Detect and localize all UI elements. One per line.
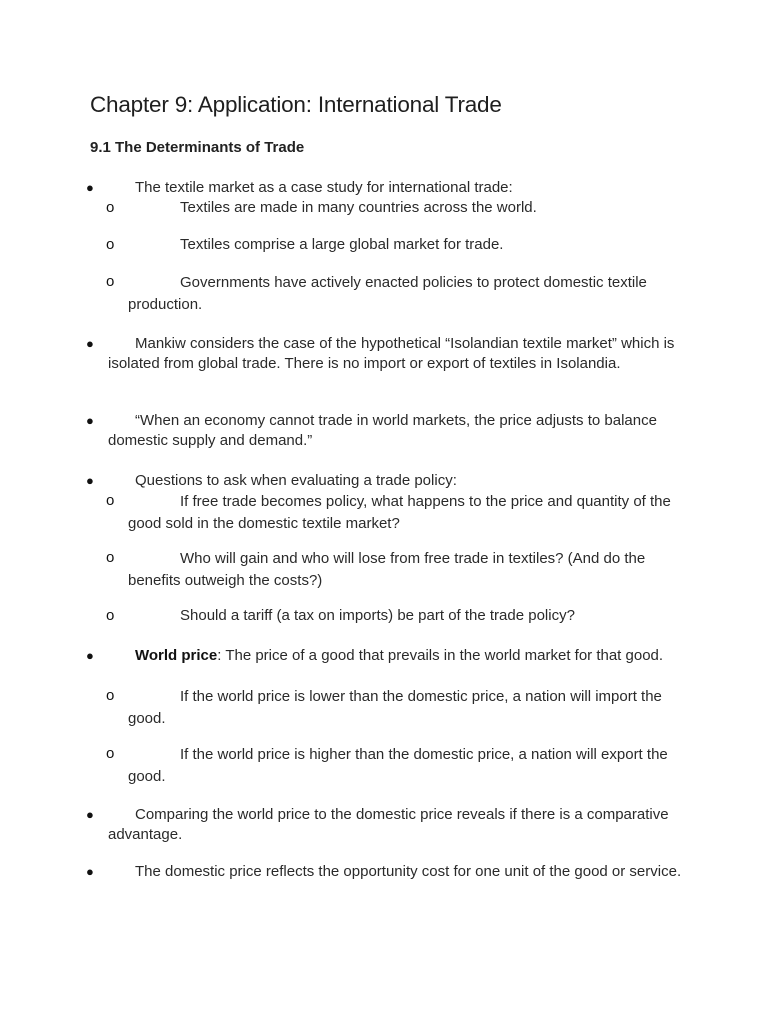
- section-heading: 9.1 The Determinants of Trade: [90, 139, 305, 156]
- sub-bullet-item-textiles-made: [106, 198, 688, 218]
- bullet-icon: ●: [86, 864, 94, 879]
- bullet-icon: ●: [86, 807, 94, 822]
- bullet-text: “When an economy cannot trade in world markets, the price adjusts to balance domestic supply and demand.”: [108, 412, 657, 449]
- sub-bullet-icon: o: [106, 199, 115, 216]
- bullet-item-mankiw: [86, 334, 688, 374]
- bullet-item-world-price: [86, 646, 688, 666]
- bullet-item-textile-case: [86, 178, 688, 198]
- bullet-item-domestic-price: [86, 862, 688, 882]
- sub-bullet-icon: o: [106, 236, 115, 253]
- world-price-definition: : The price of a good that prevails in the world market for that good.: [217, 647, 664, 664]
- bullet-text: The textile market as a case study for international trade:: [135, 179, 513, 196]
- sub-bullet-text: If the world price is lower than the domestic price, a nation will import the good.: [128, 688, 662, 727]
- sub-bullet-text: Governments have actively enacted policies to protect domestic textile production.: [128, 274, 647, 313]
- sub-bullet-icon: o: [106, 607, 115, 624]
- sub-bullet-text: Should a tariff (a tax on imports) be part of the trade policy?: [180, 607, 575, 624]
- bullet-item-quote: [86, 411, 688, 451]
- sub-bullet-item-textiles-market: [106, 235, 688, 255]
- bullet-text: Comparing the world price to the domestic price reveals if there is a comparative advantage.: [108, 806, 669, 843]
- bullet-text: The domestic price reflects the opportunity cost for one unit of the good or service.: [135, 863, 682, 880]
- sub-bullet-icon: o: [106, 273, 115, 290]
- sub-bullet-item-tariff: [106, 606, 688, 626]
- bullet-icon: ●: [86, 648, 94, 663]
- sub-bullet-text: Who will gain and who will lose from free trade in textiles? (And do the benefits outweigh the costs?): [128, 550, 646, 589]
- sub-bullet-text: If the world price is higher than the domestic price, a nation will export the good.: [128, 746, 668, 785]
- sub-bullet-icon: o: [106, 687, 115, 704]
- sub-bullet-item-wp-higher: [106, 744, 688, 788]
- bullet-item-comparing: [86, 805, 688, 845]
- bullet-text: Questions to ask when evaluating a trade policy:: [135, 472, 457, 489]
- sub-bullet-item-gain-lose: [106, 548, 688, 592]
- sub-bullet-icon: o: [106, 549, 115, 566]
- bullet-icon: ●: [86, 336, 94, 351]
- sub-bullet-text: Textiles are made in many countries across the world.: [180, 199, 537, 216]
- bullet-icon: ●: [86, 413, 94, 428]
- bullet-item-questions: [86, 471, 688, 491]
- sub-bullet-text: If free trade becomes policy, what happens to the price and quantity of the good sold in the domestic textile market?: [128, 493, 671, 532]
- chapter-title: Chapter 9: Application: International Trade: [90, 92, 502, 117]
- sub-bullet-item-wp-lower: [106, 686, 688, 730]
- sub-bullet-item-governments: [106, 272, 688, 316]
- sub-bullet-item-free-trade: [106, 491, 688, 535]
- bullet-text: Mankiw considers the case of the hypothetical “Isolandian textile market” which is isolated from global trade. There is no import or export of textiles in Isolandia.: [108, 335, 675, 372]
- sub-bullet-text: Textiles comprise a large global market for trade.: [180, 236, 504, 253]
- world-price-term: World price: [135, 647, 218, 664]
- bullet-icon: ●: [86, 180, 94, 195]
- sub-bullet-icon: o: [106, 745, 115, 762]
- bullet-icon: ●: [86, 473, 94, 488]
- sub-bullet-icon: o: [106, 492, 115, 509]
